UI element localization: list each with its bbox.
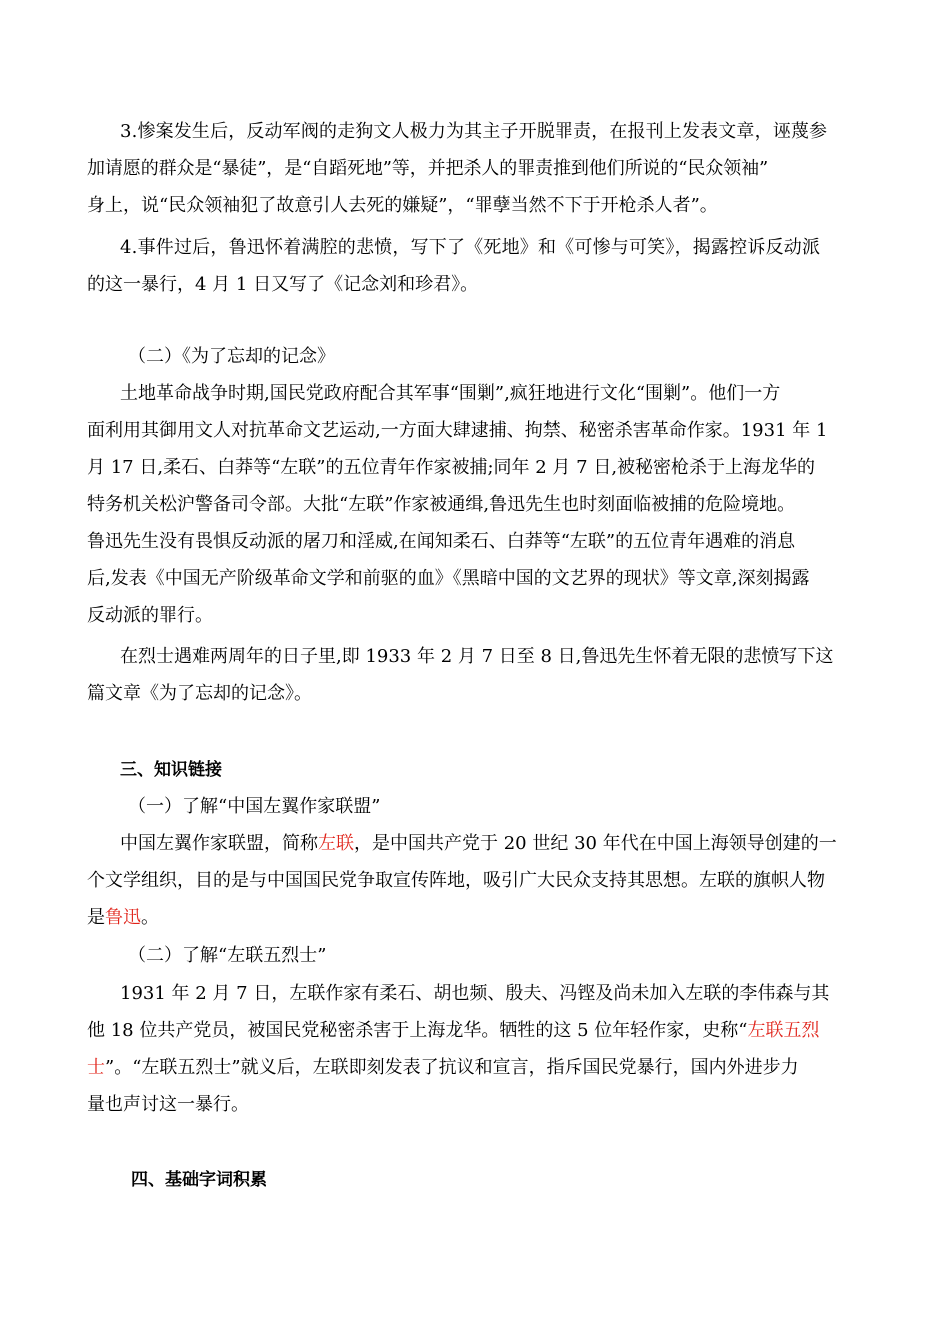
forgetting-paragraph-1-line-3: 月 17 日,柔石、白莽等“左联”的五位青年作家被捕;同年 2 月 7 日,被秘密枪杀于上海龙华的: [87, 457, 816, 478]
highlight-five-martyrs-a: 左联五烈: [747, 1020, 820, 1041]
knowledge-sub2-line-1: 1931 年 2 月 7 日，左联作家有柔石、胡也频、殷夫、冯铿及尚未加入左联的李伟森与其: [120, 983, 830, 1004]
knowledge-sub1-line-3: 是鲁迅。: [87, 907, 159, 928]
knowledge-sub2-title: （二）了解“左联五烈士”: [128, 945, 327, 966]
paragraph-3-line-3: 身上，说“民众领袖犯了故意引人去死的嫌疑”，“罪孽当然不下于开枪杀人者”。: [87, 195, 718, 216]
forgetting-paragraph-1-line-4: 特务机关松沪警备司令部。大批“左联”作家被通缉,鲁迅先生也时刻面临被捕的危险境地。: [87, 494, 796, 515]
forgetting-paragraph-2-line-2: 篇文章《为了忘却的记念》。: [87, 683, 312, 704]
knowledge-sub1-line-1: 中国左翼作家联盟，简称左联，是中国共产党于 20 世纪 30 年代在中国上海领导创建的一: [120, 833, 837, 854]
paragraph-4-line-1: 4.事件过后，鲁迅怀着满腔的悲愤，写下了《死地》和《可惨与可笑》，揭露控诉反动派: [120, 237, 821, 258]
forgetting-paragraph-1-line-2: 面利用其御用文人对抗革命文艺运动,一方面大肆逮捕、拘禁、秘密杀害革命作家。1931 年 1: [87, 420, 828, 441]
forgetting-paragraph-2-line-1: 在烈士遇难两周年的日子里,即 1933 年 2 月 7 日至 8 日,鲁迅先生怀着无限的悲愤写下这: [120, 646, 834, 667]
forgetting-section-title: （二）《为了忘却的记念》: [128, 346, 335, 367]
knowledge-sub2-line-2: 他 18 位共产党员，被国民党秘密杀害于上海龙华。牺牲的这 5 位年轻作家，史称“左联五烈: [87, 1020, 820, 1041]
highlight-luxun: 鲁迅: [105, 907, 141, 928]
paragraph-3-line-1: 3.惨案发生后，反动军阀的走狗文人极力为其主子开脱罪责，在报刊上发表文章，诬蔑参: [120, 121, 828, 142]
vocab-heading: 四、基础字词积累: [131, 1170, 267, 1190]
knowledge-sub2-line-3: 士”。“左联五烈士”就义后，左联即刻发表了抗议和宣言，指斥国民党暴行，国内外进步力: [87, 1057, 799, 1078]
paragraph-3-line-2: 加请愿的群众是“暴徒”，是“自蹈死地”等，并把杀人的罪责推到他们所说的“民众领袖”: [87, 158, 769, 179]
knowledge-sub1-line-2: 个文学组织，目的是与中国国民党争取宣传阵地，吸引广大民众支持其思想。左联的旗帜人物: [87, 870, 825, 891]
knowledge-sub1-title: （一）了解“中国左翼作家联盟”: [128, 796, 381, 817]
forgetting-paragraph-1-line-6: 后,发表《中国无产阶级革命文学和前驱的血》《黑暗中国的文艺界的现状》等文章,深刻揭露: [87, 568, 810, 589]
forgetting-paragraph-1-line-1: 土地革命战争时期,国民党政府配合其军事“围剿”,疯狂地进行文化“围剿”。他们一方: [120, 383, 781, 404]
paragraph-4-line-2: 的这一暴行，4 月 1 日又写了《记念刘和珍君》。: [87, 274, 479, 295]
forgetting-paragraph-1-line-7: 反动派的罪行。: [87, 605, 213, 626]
highlight-zuolian: 左联: [318, 833, 354, 854]
knowledge-sub2-line-4: 量也声讨这一暴行。: [87, 1094, 249, 1115]
knowledge-heading: 三、知识链接: [120, 760, 222, 780]
forgetting-paragraph-1-line-5: 鲁迅先生没有畏惧反动派的屠刀和淫威,在闻知柔石、白莽等“左联”的五位青年遇难的消息: [87, 531, 796, 552]
highlight-five-martyrs-b: 士: [87, 1057, 105, 1078]
